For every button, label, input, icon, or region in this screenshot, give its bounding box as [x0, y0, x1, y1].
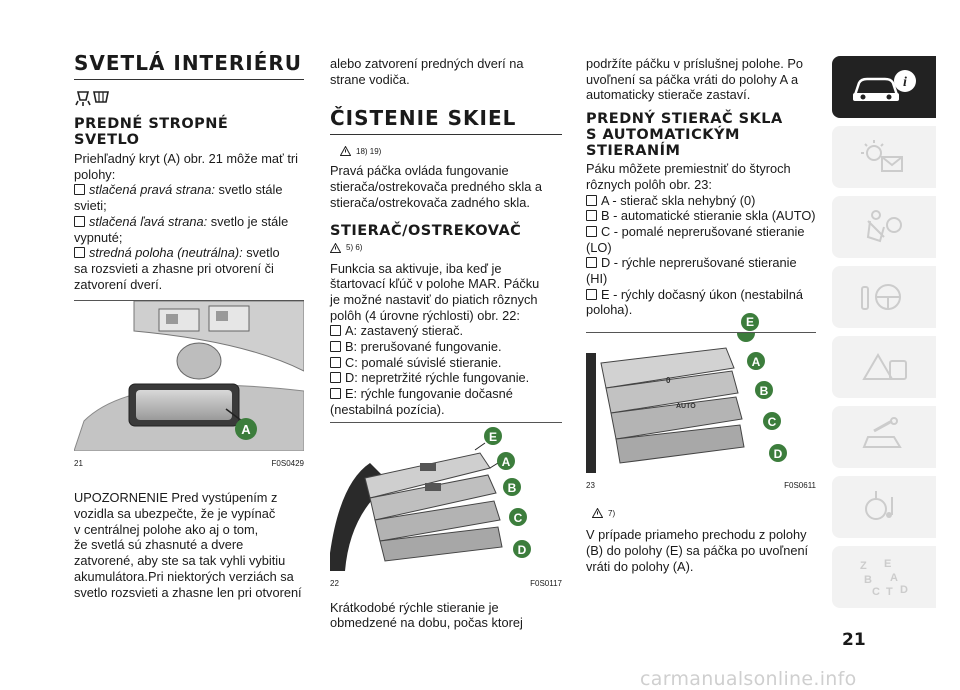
- index-letters-icon: [854, 555, 914, 599]
- figure-21: [74, 300, 304, 468]
- figure-number: 21: [74, 459, 83, 469]
- paragraph-line: polôh (4 úrovne rýchlosti) obr. 22:: [330, 307, 520, 323]
- paragraph-line: V prípade priameho prechodu z polohy: [586, 527, 807, 543]
- list-item: E: rýchle fungovanie dočasné: [330, 386, 562, 402]
- heading-rule: [330, 134, 562, 135]
- paragraph-line: podržíte páčku v príslušnej polohe. Po: [586, 56, 803, 71]
- option-2: stlačená ľavá strana: svetlo je stále: [74, 214, 304, 230]
- chapter-tabs: [832, 56, 936, 616]
- checkbox-icon: [74, 184, 85, 195]
- warning-line: vozidla sa ubezpečte, že je vypínač: [74, 506, 276, 522]
- dashboard-warning-icon: [854, 137, 914, 177]
- paragraph-line: stierača/ostrekovača zadného skla.: [330, 194, 530, 210]
- paragraph-line: Krátkodobé rýchle stieranie je: [330, 599, 499, 615]
- option-1-cont: svieti;: [74, 198, 107, 214]
- section-heading-window-cleaning: ČISTENIE SKIEL: [330, 106, 517, 131]
- tab-dashboard[interactable]: [832, 126, 936, 188]
- fig23-label-d: D: [773, 447, 783, 462]
- subsection-heading-wiper: STIERAČ/OSTREKOVAČ: [330, 222, 522, 239]
- option-1: stlačená pravá strana: svetlo stále: [74, 182, 304, 198]
- svg-text:T: T: [886, 586, 893, 598]
- warning-line: UPOZORNENIE Pred vystúpením z: [74, 490, 278, 506]
- tab-driving[interactable]: [832, 266, 936, 328]
- subsection-heading-line1: PREDNÉ STROPNÉ: [74, 116, 229, 132]
- checkbox-icon: [586, 210, 597, 221]
- svg-text:C: C: [872, 586, 880, 598]
- checkbox-icon: [586, 226, 597, 237]
- paragraph-line: Funkcia sa aktivuje, iba keď je: [330, 260, 502, 276]
- subsection-heading-line3: STIERANÍM: [586, 143, 681, 160]
- checkbox-icon: [586, 289, 597, 300]
- checkbox-icon: [330, 388, 341, 399]
- fig22-label-e: E: [488, 429, 498, 444]
- tab-emergency[interactable]: [832, 336, 936, 398]
- warning-triangle-icon: [592, 508, 603, 518]
- figure-22: [330, 422, 562, 588]
- paragraph-line: je možné nastaviť do piatich rôznych: [330, 291, 538, 307]
- warning-triangle-icon: [330, 243, 341, 253]
- fig23-label-c: C: [767, 415, 777, 430]
- list-item-cont: (nestabilná pozícia).: [330, 401, 445, 417]
- wrench-car-icon: [854, 417, 914, 457]
- tab-index[interactable]: [832, 546, 936, 608]
- intro-text-1: Priehľadný kryt (A) obr. 21 môže mať tri: [74, 151, 299, 166]
- list-item: D - rýchle neprerušované stieranie: [586, 255, 816, 271]
- column-1: [74, 0, 304, 600]
- figure-22-caption: [330, 579, 562, 588]
- checkbox-icon: [330, 325, 341, 336]
- figure-code: F0S0429: [271, 459, 304, 469]
- auto-wiper-stalk-illustration: [586, 333, 816, 473]
- figure-number: 23: [586, 481, 595, 491]
- list-item: D: nepretržité rýchle fungovanie.: [330, 370, 562, 386]
- figure-23-caption: [586, 481, 816, 490]
- list-item: A - stierač skla nehybný (0): [586, 193, 816, 209]
- tab-safety[interactable]: [832, 196, 936, 258]
- wiper-stalk-illustration: [330, 423, 562, 571]
- warning-line: akumulátora.Pri niektorých verziách sa: [74, 568, 294, 584]
- list-item: A: zastavený stierač.: [330, 323, 562, 339]
- list-item-cont: (HI): [586, 271, 608, 287]
- paragraph-line: Páku môžete premiestniť do štyroch: [586, 161, 791, 177]
- tab-maintenance[interactable]: [832, 406, 936, 468]
- fig22-label-c: C: [513, 510, 523, 525]
- svg-text:0: 0: [666, 376, 671, 386]
- figure-21-caption: [74, 459, 304, 468]
- svg-text:Z: Z: [860, 560, 867, 572]
- tab-multimedia[interactable]: [832, 476, 936, 538]
- warning-line: svetlo rozsvieti a zhasne len pri otvorení: [74, 584, 302, 600]
- section-heading-interior-lights: SVETLÁ INTERIÉRU: [74, 51, 303, 75]
- tab-car-info[interactable]: [832, 56, 936, 118]
- subsection-heading-line2: S AUTOMATICKÝM: [586, 127, 740, 144]
- paragraph-line: automaticky stierače zastaví.: [586, 87, 751, 103]
- list-item: B: prerušované fungovanie.: [330, 339, 562, 355]
- svg-text:D: D: [900, 584, 908, 596]
- list-item: C - pomalé neprerušované stieranie: [586, 224, 816, 240]
- svg-text:A: A: [890, 572, 898, 584]
- svg-text:i: i: [903, 75, 907, 90]
- option-3: stredná poloha (neutrálna): svetlo: [74, 245, 304, 261]
- option-2-cont: vypnuté;: [74, 229, 123, 245]
- paragraph-line: štartovací kľúč v polohe MAR. Páčku: [330, 276, 540, 292]
- paragraph-line: Pravá páčka ovláda fungovanie: [330, 163, 509, 179]
- checkbox-icon: [74, 247, 85, 258]
- paragraph-line: obmedzené na dobu, počas ktorej: [330, 615, 523, 631]
- paragraph-line: uvoľnení sa páčka vráti do polohy A a: [586, 71, 799, 87]
- fig23-label-a: A: [751, 355, 761, 370]
- list-item: E - rýchly dočasný úkon (nestabilná: [586, 287, 816, 303]
- subsection-heading-line2: SVETLO: [74, 132, 140, 148]
- figure-number: 22: [330, 578, 339, 588]
- warning-paragraph: [74, 490, 304, 600]
- figure-code: F0S0117: [530, 578, 562, 588]
- continued-text-1: alebo zatvorení predných dverí na: [330, 56, 524, 71]
- intro-text-2: polohy:: [74, 166, 116, 182]
- warning-line: že svetlá sú zhasnuté a dvere: [74, 537, 244, 553]
- fig23-label-b: B: [759, 384, 769, 399]
- warning-reference: 7): [592, 508, 615, 518]
- fig22-label-b: B: [507, 480, 517, 495]
- warning-triangle-icon: [854, 347, 914, 387]
- paragraph-line: vráti do polohy (A).: [586, 558, 694, 574]
- ceiling-light-illustration: [74, 301, 304, 451]
- list-item-cont: (LO): [586, 239, 612, 255]
- subsection-heading-line1: PREDNÝ STIERAČ SKLA: [586, 111, 783, 128]
- option-3-cont2: zatvorení dverí.: [74, 276, 163, 292]
- warning-line: zatvorené, aby ste sa tak vyhli vybitiu: [74, 553, 286, 569]
- column-3: [586, 0, 816, 574]
- warning-line: v centrálnej polohe ako aj o tom,: [74, 521, 259, 537]
- heading-rule: [74, 79, 304, 80]
- warning-reference: 5) 6): [330, 243, 362, 253]
- list-item-cont: poloha).: [586, 302, 633, 318]
- checkbox-icon: [74, 216, 85, 227]
- checkbox-icon: [330, 372, 341, 383]
- paragraph-line: rôznych polôh obr. 23:: [586, 176, 712, 192]
- car-info-icon: [849, 67, 919, 107]
- paragraph-line: stierača/ostrekovača predného skla a: [330, 179, 542, 195]
- seatbelt-airbag-icon: [854, 207, 914, 247]
- fig22-label-d: D: [517, 542, 527, 557]
- column-2: [330, 0, 562, 631]
- svg-text:AUTO: AUTO: [676, 403, 696, 411]
- figure-code: F0S0611: [784, 481, 816, 491]
- svg-text:E: E: [884, 558, 892, 570]
- checkbox-icon: [330, 357, 341, 368]
- list-item: B - automatické stieranie skla (AUTO): [586, 208, 816, 224]
- multimedia-icon: [854, 487, 914, 527]
- checkbox-icon: [330, 341, 341, 352]
- svg-text:B: B: [864, 574, 872, 586]
- fig22-label-a: A: [501, 454, 511, 469]
- option-3-cont1: sa rozsvieti a zhasne pri otvorení či: [74, 260, 274, 276]
- checkbox-icon: [586, 195, 597, 206]
- paragraph-line: (B) do polohy (E) sa páčka po uvoľnení: [586, 542, 809, 558]
- ceiling-light-icon: [74, 88, 304, 110]
- warning-reference: 18) 19): [340, 146, 381, 156]
- steering-wheel-icon: [854, 277, 914, 317]
- watermark: carmanualsonline.info: [640, 668, 857, 690]
- fig21-label-a: A: [241, 422, 251, 438]
- figure-23: [586, 315, 816, 491]
- continued-text-2: strane vodiča.: [330, 71, 410, 87]
- checkbox-icon: [586, 257, 597, 268]
- warning-triangle-icon: [340, 146, 351, 156]
- page-number: 21: [842, 630, 866, 650]
- list-item: C: pomalé súvislé stieranie.: [330, 355, 562, 371]
- fig23-label-e: E: [741, 313, 759, 331]
